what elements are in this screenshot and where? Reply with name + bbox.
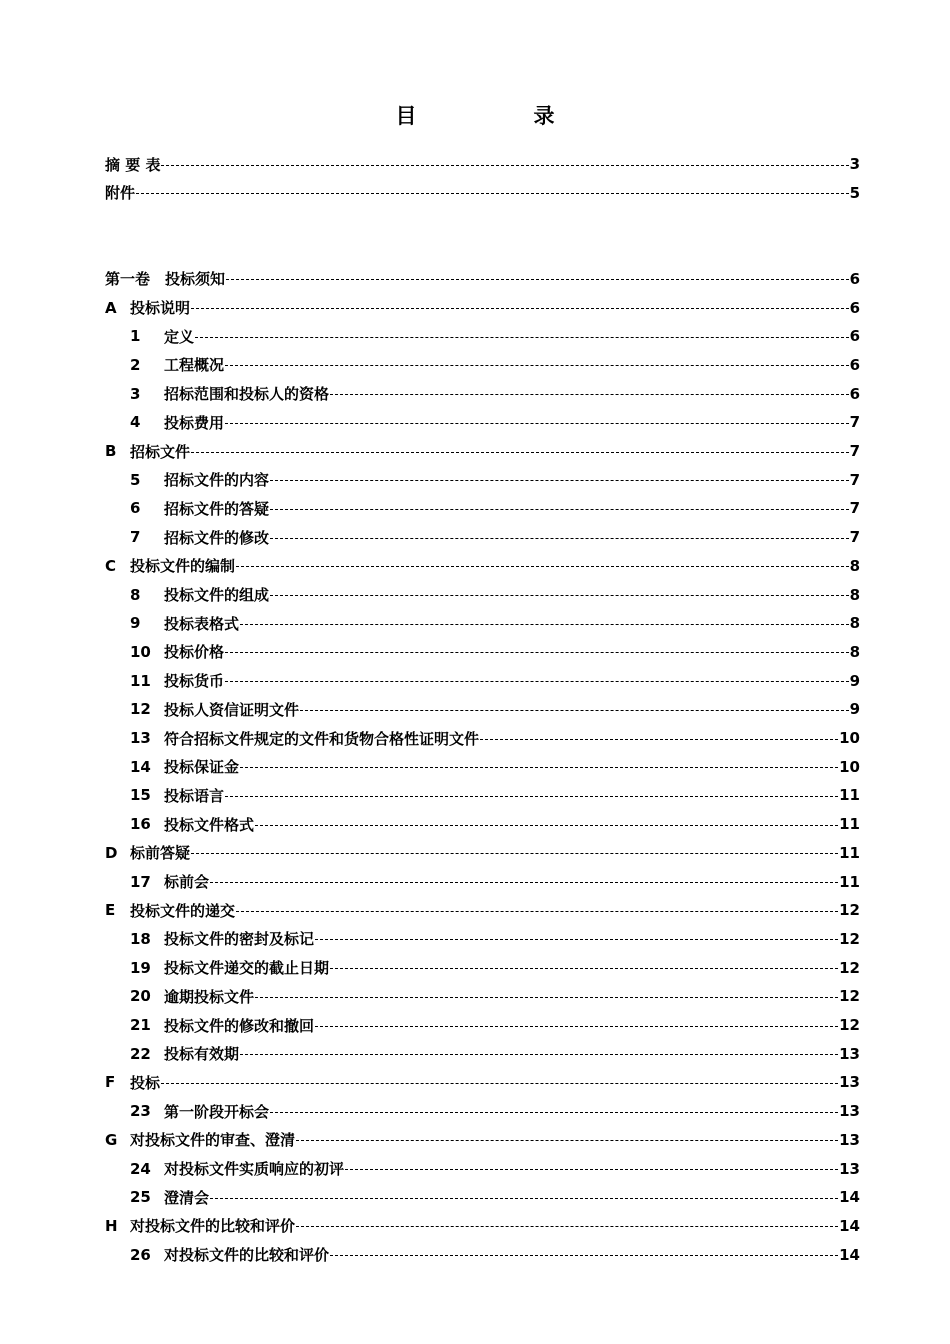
toc-entry-page: 6 (849, 355, 860, 374)
toc-entry[interactable] (105, 1155, 860, 1183)
toc-entry-page: 7 (849, 470, 860, 489)
toc-entry-title: 投标保证金 (164, 758, 240, 777)
toc-entry-number: 8 (130, 585, 141, 604)
toc-entry[interactable] (105, 781, 860, 809)
toc-leader (225, 365, 849, 366)
toc-entry[interactable] (105, 523, 860, 551)
toc-entry-number: 2 (130, 355, 141, 374)
toc-entry-page: 3 (849, 155, 860, 173)
toc-entry[interactable] (105, 265, 860, 293)
toc-entry-number: 13 (130, 729, 151, 747)
toc-entry-title: 投标文件的编制 (130, 557, 236, 576)
toc-leader (191, 452, 849, 453)
toc-entry-title: 工程概况 (164, 356, 225, 375)
toc-entry-page: 7 (849, 499, 860, 518)
toc-entry[interactable] (105, 322, 860, 350)
toc-entry[interactable] (105, 609, 860, 637)
toc-leader (226, 279, 849, 280)
toc-leader (315, 939, 838, 940)
toc-entry-number: 22 (130, 1044, 151, 1063)
toc-entry[interactable] (105, 1183, 860, 1211)
toc-entry-page: 12 (839, 929, 860, 948)
toc-entry[interactable] (105, 494, 860, 522)
toc-entry[interactable] (105, 581, 860, 609)
toc-entry-number: 23 (130, 1102, 151, 1121)
toc-entry-title: 第一阶段开标会 (164, 1102, 270, 1121)
toc-leader (225, 423, 849, 424)
toc-entry-number: 4 (130, 413, 141, 432)
toc-entry-number: 5 (130, 470, 141, 489)
toc-entry[interactable] (105, 1040, 860, 1068)
toc-entry-title: 招标范围和投标人的资格 (164, 385, 330, 404)
toc-entry-title: 逾期投标文件 (164, 987, 255, 1006)
toc-entry[interactable] (105, 380, 860, 408)
toc-entry-number: 16 (130, 815, 151, 834)
toc-entry[interactable] (105, 466, 860, 494)
toc-entry-number: 26 (130, 1245, 151, 1264)
toc-entry-title: 标前答疑 (130, 844, 191, 863)
toc-entry[interactable] (105, 982, 860, 1010)
toc-entry-number: 18 (130, 929, 151, 948)
toc-entry[interactable] (105, 896, 860, 924)
toc-leader (296, 1140, 838, 1141)
toc-entry-page: 13 (839, 1102, 860, 1121)
toc-entry-title: 招标文件的答疑 (164, 499, 270, 518)
toc-entry-number: H (105, 1216, 118, 1235)
toc-entry-title: 招标文件的修改 (164, 528, 270, 547)
toc-entry-title: 投标货币 (164, 672, 225, 691)
toc-entry-page: 6 (849, 298, 860, 317)
toc-entry-title: 投标 (130, 1073, 161, 1092)
toc-entry[interactable] (105, 724, 860, 752)
toc-entry-number: 25 (130, 1188, 151, 1207)
toc-entry-page: 10 (839, 729, 860, 747)
toc-entry[interactable] (105, 954, 860, 982)
toc-entry-page: 14 (839, 1216, 860, 1235)
toc-leader (330, 1255, 838, 1256)
toc-entry[interactable] (105, 351, 860, 379)
toc-entry-page: 12 (839, 1016, 860, 1034)
toc-leader (255, 997, 838, 998)
toc-entry[interactable] (105, 638, 860, 666)
toc-entry-number: 10 (130, 642, 151, 661)
toc-leader (191, 308, 849, 309)
toc-entry-title: 澄清会 (164, 1188, 210, 1207)
toc-entry-number: A (105, 298, 117, 317)
toc-entry-number: 1 (130, 327, 141, 346)
toc-leader (330, 968, 838, 969)
page-title: 目 录 (395, 104, 603, 128)
toc-entry-title: 投标价格 (164, 643, 225, 662)
toc-leader (270, 538, 849, 539)
toc-entry-page: 9 (849, 671, 860, 690)
toc-entry-page: 8 (849, 585, 860, 604)
toc-entry-page: 11 (839, 815, 860, 834)
toc-entry-title: 投标文件的组成 (164, 586, 270, 604)
toc-entry-page: 6 (849, 327, 860, 346)
toc-leader (270, 595, 849, 596)
toc-entry[interactable] (105, 695, 860, 723)
toc-leader (315, 1026, 838, 1027)
toc-entry-page: 8 (849, 556, 860, 575)
toc-leader (225, 796, 838, 797)
toc-entry-page: 8 (849, 642, 860, 661)
toc-leader (225, 681, 849, 682)
toc-entry-page: 14 (839, 1245, 860, 1264)
toc-entry-page: 11 (839, 843, 860, 862)
toc-entry-title: 第一卷 投标须知 (105, 270, 226, 289)
toc-entry-page: 11 (839, 786, 860, 805)
toc-entry[interactable] (105, 667, 860, 695)
toc-leader (330, 394, 849, 395)
toc-entry-page: 7 (849, 413, 860, 432)
toc-entry-number: F (105, 1073, 116, 1092)
toc-entry-number: 15 (130, 786, 151, 805)
toc-entry-title: 投标有效期 (164, 1045, 240, 1064)
toc-entry[interactable] (105, 1126, 860, 1154)
toc-entry[interactable] (105, 925, 860, 953)
toc-entry-number: G (105, 1130, 118, 1149)
toc-entry-number: E (105, 901, 116, 920)
toc-leader (300, 710, 849, 711)
toc-entry-page: 13 (839, 1044, 860, 1063)
toc-entry-title: 标前会 (164, 873, 210, 891)
toc-entry-number: 11 (130, 671, 151, 690)
toc-entry-number: 14 (130, 757, 151, 776)
toc-entry[interactable] (105, 408, 860, 436)
toc-leader (255, 825, 838, 826)
toc-leader (296, 1226, 838, 1227)
toc-entry-title: 附件 (105, 184, 136, 203)
toc-leader (191, 853, 838, 854)
toc-leader (210, 1198, 838, 1199)
toc-entry[interactable] (105, 839, 860, 867)
toc-entry-page: 11 (839, 872, 860, 891)
toc-entry[interactable] (105, 1241, 860, 1269)
toc-leader (236, 911, 838, 912)
toc-entry-page: 13 (839, 1073, 860, 1092)
toc-leader (161, 165, 848, 166)
toc-entry-page: 14 (839, 1188, 860, 1207)
toc-entry[interactable] (105, 868, 860, 896)
toc-entry-number: C (105, 556, 117, 575)
toc-leader (240, 1054, 838, 1055)
toc-leader (270, 480, 849, 481)
toc-entry-title: 招标文件的内容 (164, 471, 270, 490)
toc-leader (195, 337, 849, 338)
toc-entry[interactable] (105, 1068, 860, 1096)
toc-leader (136, 193, 849, 194)
toc-entry[interactable] (105, 179, 860, 207)
toc-leader (240, 767, 838, 768)
toc-entry-number: D (105, 843, 118, 862)
toc-entry-page: 12 (839, 958, 860, 977)
toc-entry-title: 摘 要 表 (105, 155, 161, 174)
toc-entry-number: 21 (130, 1016, 151, 1034)
toc-entry-title: 对投标文件的比较和评价 (130, 1217, 296, 1236)
toc-entry-number: 20 (130, 987, 151, 1006)
toc-entry-title: 对投标文件的比较和评价 (164, 1246, 330, 1265)
toc-entry-page: 10 (839, 757, 860, 776)
toc-entry-title: 投标表格式 (164, 614, 240, 633)
toc-entry-number: 19 (130, 958, 151, 977)
toc-entry-title: 投标人资信证明文件 (164, 700, 300, 719)
toc-entry-number: 17 (130, 872, 151, 891)
toc-entry-page: 12 (839, 987, 860, 1006)
toc-leader (480, 739, 838, 740)
toc-leader (240, 624, 849, 625)
toc-leader (345, 1169, 838, 1170)
toc-entry-page: 6 (849, 269, 860, 288)
toc-entry-number: 12 (130, 700, 151, 719)
toc-entry-number: 24 (130, 1159, 151, 1178)
toc-entry-title: 投标文件的递交 (130, 901, 236, 920)
toc-entry-title: 投标文件的修改和撤回 (164, 1016, 315, 1035)
toc-entry-title: 招标文件 (130, 442, 191, 461)
toc-leader (225, 652, 849, 653)
toc-entry-title: 投标文件格式 (164, 815, 255, 834)
toc-entry[interactable] (105, 294, 860, 322)
toc-entry-page: 12 (839, 901, 860, 920)
toc-entry-page: 8 (849, 614, 860, 633)
toc-leader (161, 1083, 838, 1084)
toc-entry-number: B (105, 442, 117, 460)
toc-entry-number: 9 (130, 614, 141, 633)
toc-entry[interactable] (105, 753, 860, 781)
toc-entry-number: 3 (130, 384, 141, 403)
toc-entry-page: 13 (839, 1159, 860, 1178)
toc-entry-page: 13 (839, 1130, 860, 1149)
toc-entry-title: 投标文件的密封及标记 (164, 930, 315, 949)
toc-entry-title: 对投标文件的审查、澄清 (130, 1131, 296, 1150)
toc-entry-page: 9 (849, 700, 860, 719)
toc-entry-title: 投标文件递交的截止日期 (164, 959, 330, 978)
toc-entry-number: 7 (130, 528, 141, 547)
toc-entry[interactable] (105, 552, 860, 580)
toc-entry[interactable] (105, 437, 860, 465)
toc-entry[interactable] (105, 810, 860, 838)
toc-entry-page: 7 (849, 442, 860, 460)
toc-entry-page: 7 (849, 528, 860, 547)
toc-entry-title: 投标说明 (130, 299, 191, 317)
toc-entry-number: 6 (130, 499, 141, 518)
toc-leader (236, 566, 849, 567)
toc-entry-title: 投标语言 (164, 786, 225, 805)
toc-leader (270, 1112, 838, 1113)
toc-entry-title: 投标费用 (164, 413, 225, 432)
toc-entry-page: 6 (849, 384, 860, 403)
toc-entry-title: 对投标文件实质响应的初评 (164, 1160, 345, 1178)
toc-leader (210, 882, 838, 883)
toc-entry[interactable] (105, 1212, 860, 1240)
toc-entry-page: 5 (849, 183, 860, 202)
toc-entry[interactable] (105, 1011, 860, 1039)
toc-entry[interactable] (105, 1097, 860, 1125)
toc-entry-title: 定义 (164, 327, 195, 346)
toc-leader (270, 509, 849, 510)
toc-entry[interactable] (105, 150, 860, 178)
toc-entry-title: 符合招标文件规定的文件和货物合格性证明文件 (164, 729, 480, 748)
